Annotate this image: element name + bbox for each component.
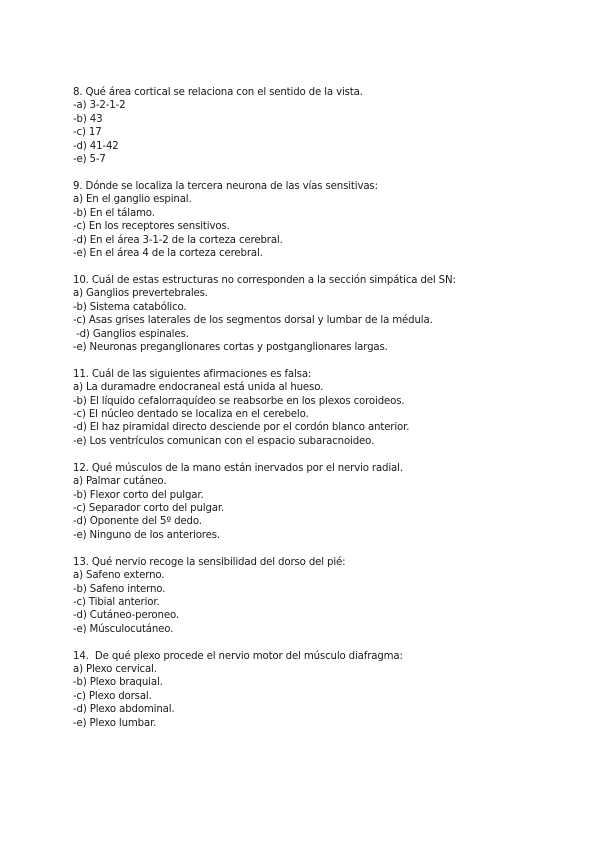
option-d: -d) Oponente del 5º dedo. xyxy=(73,516,202,528)
question-11 xyxy=(73,368,573,448)
option-b: -b) En el tálamo. xyxy=(73,207,155,219)
option-b: -b) Sistema catabólico. xyxy=(73,301,187,313)
option-d: -d) Ganglios espinales. xyxy=(73,328,189,340)
option-a: a) En el ganglio espinal. xyxy=(73,194,192,206)
option-d: -d) 41-42 xyxy=(73,140,119,152)
option-b: -b) Flexor corto del pulgar. xyxy=(73,489,204,501)
question-text: 14. De qué plexo procede el nervio motor del músculo diafragma: xyxy=(73,650,403,662)
option-a: a) Safeno externo. xyxy=(73,570,165,582)
question-text: 9. Dónde se localiza la tercera neurona de las vías sensitivas: xyxy=(73,180,378,192)
option-e: -e) Músculocutáneo. xyxy=(73,623,174,635)
question-text: 13. Qué nervio recoge la sensibilidad del dorso del pié: xyxy=(73,556,346,568)
option-e: -e) 5-7 xyxy=(73,154,106,166)
option-c: -c) 17 xyxy=(73,127,102,139)
option-e: -e) En el área 4 de la corteza cerebral. xyxy=(73,247,263,259)
option-d: -d) El haz piramidal directo desciende por el cordón blanco anterior. xyxy=(73,422,410,434)
option-c: -c) El núcleo dentado se localiza en el cerebelo. xyxy=(73,409,309,421)
question-text: 11. Cuál de las siguientes afirmaciones es falsa: xyxy=(73,368,312,380)
option-d: -d) En el área 3-1-2 de la corteza cerebral. xyxy=(73,234,283,246)
question-text: 10. Cuál de estas estructuras no corresponden a la sección simpática del SN: xyxy=(73,274,456,286)
question-8 xyxy=(73,86,573,166)
option-d: -d) Plexo abdominal. xyxy=(73,704,175,716)
option-b: -b) 43 xyxy=(73,113,103,125)
question-14 xyxy=(73,650,573,730)
option-e: -e) Plexo lumbar. xyxy=(73,717,157,729)
question-10 xyxy=(73,274,573,354)
exam-page xyxy=(73,86,573,744)
question-text: 8. Qué área cortical se relaciona con el sentido de la vista. xyxy=(73,87,363,98)
option-c: -c) Plexo dorsal. xyxy=(73,690,152,702)
option-e: -e) Los ventrículos comunican con el espacio subaracnoideo. xyxy=(73,435,375,447)
option-b: -b) Plexo braquial. xyxy=(73,677,163,689)
question-12 xyxy=(73,462,573,542)
option-c: -c) Separador corto del pulgar. xyxy=(73,502,225,514)
option-d: -d) Cutáneo-peroneo. xyxy=(73,610,179,622)
option-c: -c) En los receptores sensitivos. xyxy=(73,221,230,233)
option-a: a) Plexo cervical. xyxy=(73,664,157,676)
option-e: -e) Ninguno de los anteriores. xyxy=(73,529,220,541)
option-a: a) Palmar cutáneo. xyxy=(73,476,167,488)
option-b: -b) El líquido cefalorraquídeo se reabsorbe en los plexos coroideos. xyxy=(73,395,405,407)
option-a: a) La duramadre endocraneal está unida al hueso. xyxy=(73,382,324,394)
question-13 xyxy=(73,556,573,636)
option-b: -b) Safeno interno. xyxy=(73,583,166,595)
question-text: 12. Qué músculos de la mano están inervados por el nervio radial. xyxy=(73,462,403,474)
option-a: -a) 3-2-1-2 xyxy=(73,100,126,112)
question-9 xyxy=(73,180,573,260)
option-a: a) Ganglios prevertebrales. xyxy=(73,288,208,300)
option-c: -c) Tibial anterior. xyxy=(73,596,160,608)
option-c: -c) Asas grises laterales de los segmentos dorsal y lumbar de la médula. xyxy=(73,315,433,327)
option-e: -e) Neuronas preganglionares cortas y postganglionares largas. xyxy=(73,341,388,353)
